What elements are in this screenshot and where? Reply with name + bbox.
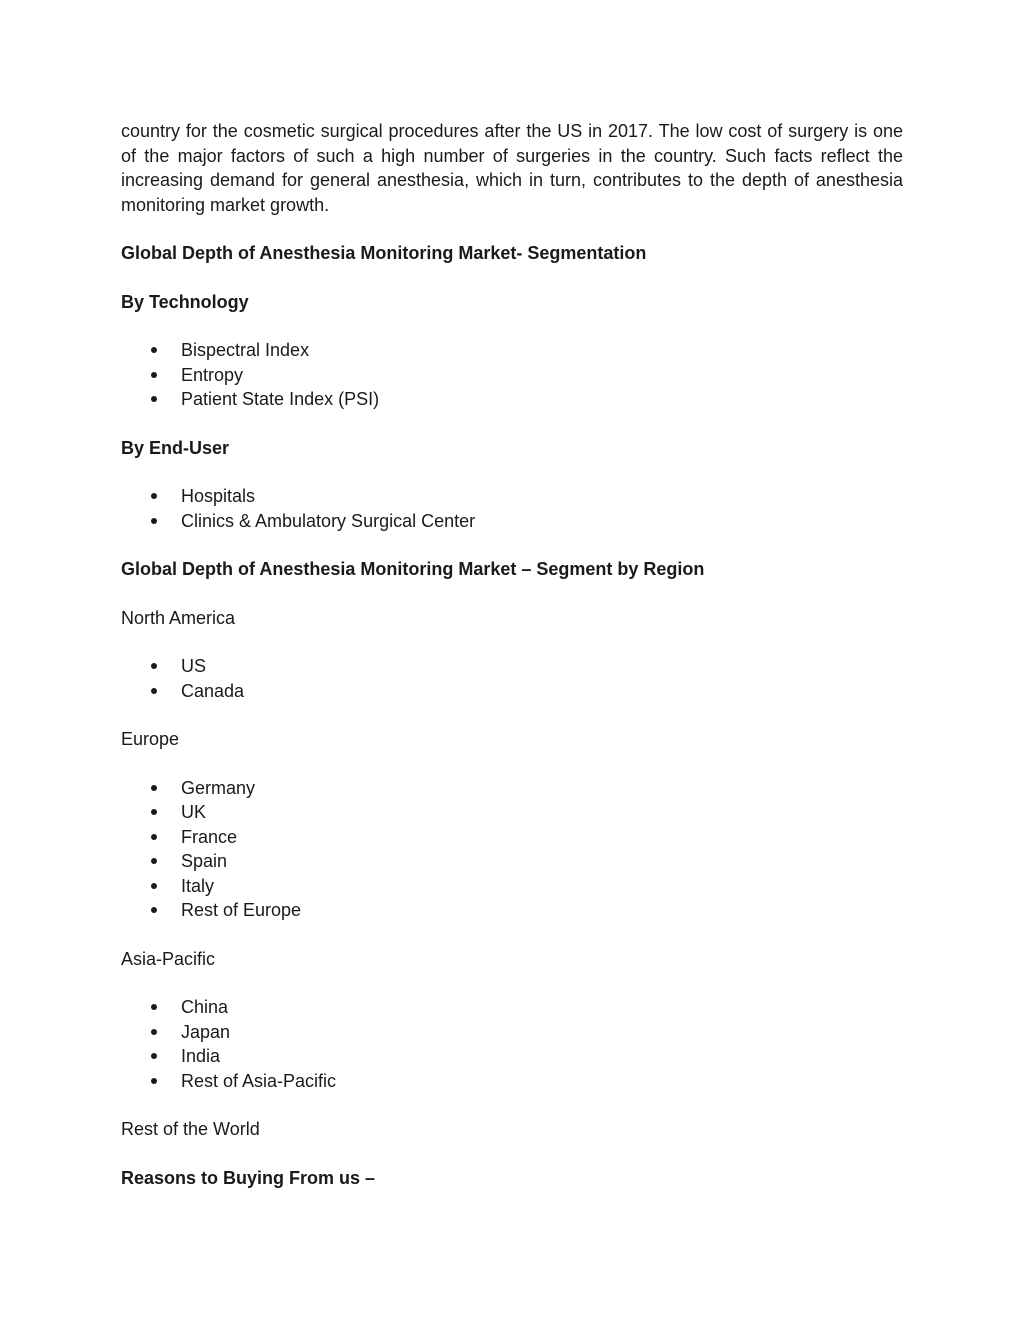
list-item	[121, 800, 903, 825]
list-item-label: France	[181, 826, 238, 847]
bullet-icon	[151, 493, 157, 499]
list-item-label: Japan	[181, 1021, 231, 1042]
list-item-label: Bispectral Index	[181, 340, 310, 360]
list-item-label: UK	[181, 802, 207, 822]
north-america-list	[121, 654, 903, 703]
list-item	[121, 654, 903, 679]
technology-list	[121, 338, 903, 412]
end-user-list	[121, 484, 903, 533]
list-item-label: Rest of Asia-Pacific	[181, 1070, 337, 1091]
list-item	[121, 1020, 903, 1045]
list-item-label: Patient State Index (PSI)	[181, 389, 380, 409]
reasons-heading: Reasons to Buying From us –	[121, 1167, 376, 1188]
by-end-user-heading: By End-User	[121, 437, 230, 458]
asia-pacific-label: Asia-Pacific	[121, 948, 216, 969]
list-item-label: Clinics & Ambulatory Surgical Center	[181, 510, 476, 531]
by-technology-heading: By Technology	[121, 291, 249, 312]
bullet-icon	[151, 518, 157, 524]
list-item-label: India	[181, 1046, 221, 1066]
list-item	[121, 825, 903, 850]
region-heading: Global Depth of Anesthesia Monitoring Market – Segment by Region	[121, 559, 705, 579]
bullet-icon	[151, 785, 157, 791]
list-item	[121, 387, 903, 412]
list-item-label: Spain	[181, 851, 228, 871]
list-item	[121, 776, 903, 801]
europe-list	[121, 776, 903, 923]
bullet-icon	[151, 663, 157, 669]
bullet-icon	[151, 1078, 157, 1084]
bullet-icon	[151, 396, 157, 402]
list-item	[121, 338, 903, 363]
list-item	[121, 679, 903, 704]
list-item-label: Germany	[181, 777, 256, 798]
list-item-label: US	[181, 656, 207, 676]
list-item	[121, 484, 903, 509]
intro-paragraph: country for the cosmetic surgical procedures after the US in 2017. The low cost of surgery is one of the major factors of such a high number of surgeries in the country. Such facts reflect the increasing demand for general anesthesia, which in turn, contributes to the depth of anesthesia monitoring market growth.	[121, 121, 903, 215]
list-item	[121, 509, 903, 534]
list-item-label: Canada	[181, 680, 245, 701]
list-item-label: Italy	[181, 875, 215, 896]
bullet-icon	[151, 688, 157, 694]
list-item	[121, 995, 903, 1020]
bullet-icon	[151, 809, 157, 815]
list-item-label: China	[181, 997, 229, 1017]
bullet-icon	[151, 907, 157, 913]
europe-label: Europe	[121, 729, 180, 749]
north-america-label: North America	[121, 607, 236, 628]
bullet-icon	[151, 834, 157, 840]
bullet-icon	[151, 372, 157, 378]
segmentation-heading: Global Depth of Anesthesia Monitoring Market- Segmentation	[121, 243, 647, 263]
bullet-icon	[151, 347, 157, 353]
list-item-label: Entropy	[181, 364, 244, 385]
document-page	[121, 119, 903, 1190]
list-item	[121, 1044, 903, 1069]
bullet-icon	[151, 1029, 157, 1035]
list-item-label: Rest of Europe	[181, 900, 302, 920]
bullet-icon	[151, 1053, 157, 1059]
bullet-icon	[151, 858, 157, 864]
list-item	[121, 874, 903, 899]
list-item	[121, 849, 903, 874]
bullet-icon	[151, 883, 157, 889]
list-item	[121, 1069, 903, 1094]
asia-pacific-list	[121, 995, 903, 1093]
rest-of-world-label: Rest of the World	[121, 1119, 260, 1139]
list-item-label: Hospitals	[181, 486, 256, 506]
bullet-icon	[151, 1004, 157, 1010]
list-item	[121, 363, 903, 388]
list-item	[121, 898, 903, 923]
